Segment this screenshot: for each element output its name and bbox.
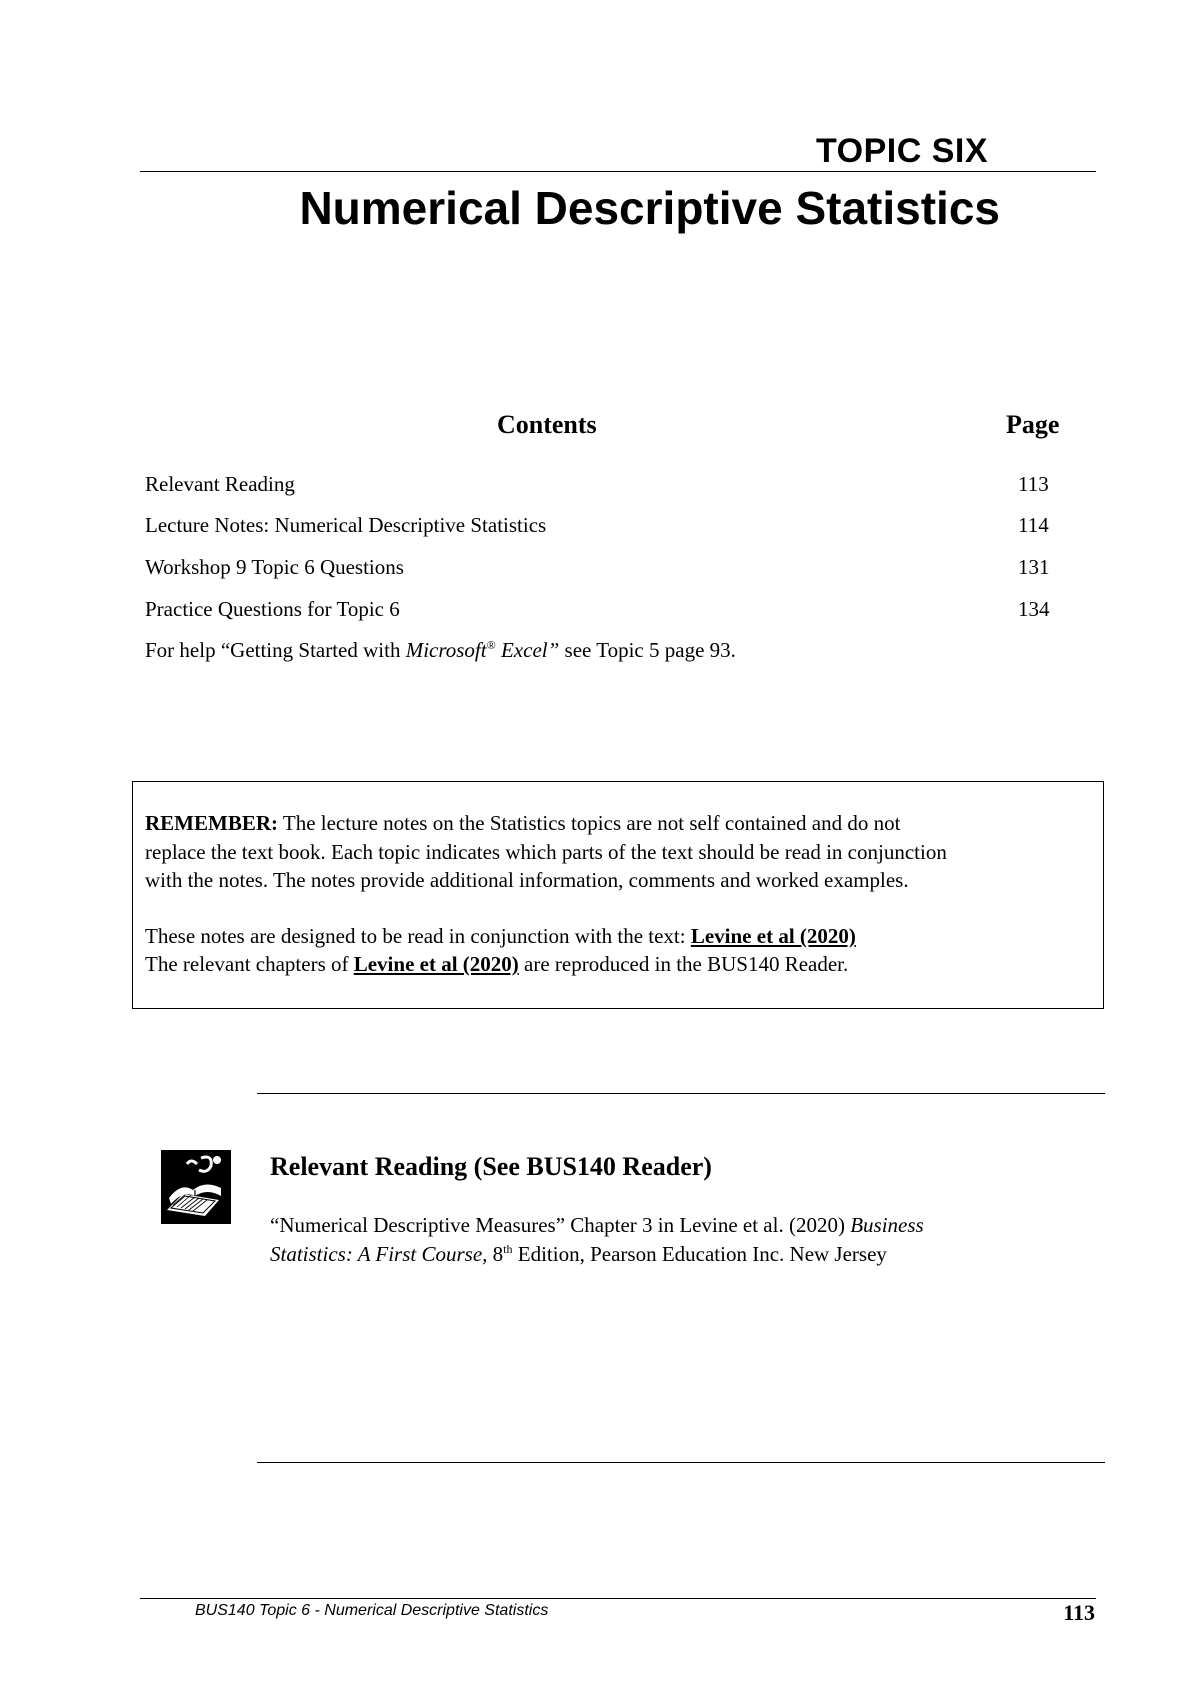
remember-text: are reproduced in the BUS140 Reader. (518, 952, 849, 976)
help-suffix: see Topic 5 page 93. (559, 638, 736, 662)
topic-label: TOPIC SIX (815, 132, 988, 170)
reading-title: Relevant Reading (See BUS140 Reader) (270, 1152, 712, 1181)
section-rule-bottom (257, 1462, 1105, 1463)
toc-label: Practice Questions for Topic 6 (145, 597, 400, 621)
remember-line (145, 924, 856, 949)
excel-help-note (145, 638, 736, 663)
page-number: 113 (1063, 1600, 1095, 1625)
help-close-quote: ” (547, 638, 560, 662)
help-prefix: For help “Getting Started with (145, 638, 406, 662)
toc-page: 114 (1018, 513, 1049, 537)
text-reference: Levine et al (2020) (353, 952, 519, 976)
book-icon (161, 1150, 231, 1224)
toc-label: Relevant Reading (145, 472, 295, 496)
section-rule-top (257, 1093, 1105, 1094)
remember-lead: REMEMBER: (145, 811, 278, 835)
toc-row (145, 597, 1065, 631)
help-product2: Excel (495, 638, 548, 662)
edition-suffix: th (503, 1242, 513, 1256)
toc-row (145, 513, 1065, 547)
reading-citation-line (270, 1242, 887, 1267)
help-product: Microsoft (405, 638, 487, 662)
toc-row (145, 555, 1065, 589)
toc-page: 134 (1018, 597, 1050, 621)
reading-text: Edition, Pearson Education Inc. New Jersey (512, 1242, 887, 1266)
remember-line (145, 952, 848, 977)
contents-heading: Contents (497, 410, 597, 439)
remember-text: The relevant chapters of (145, 952, 354, 976)
edition-number: 8 (487, 1242, 504, 1266)
toc-page: 113 (1018, 472, 1049, 496)
text-reference: Levine et al (2020) (690, 924, 856, 948)
page-column-heading: Page (1006, 410, 1060, 439)
remember-line (145, 811, 900, 836)
header-rule (140, 171, 1096, 172)
footer-rule (140, 1598, 1096, 1599)
book-title: Statistics: A First Course, (270, 1242, 488, 1266)
remember-text: The lecture notes on the Statistics topics are not self contained and do not (278, 811, 901, 835)
book-title: Business (850, 1213, 924, 1237)
reading-text: “Numerical Descriptive Measures” Chapter 3 in Levine et al. (2020) (270, 1213, 851, 1237)
toc-row (145, 472, 1065, 506)
footer-course-title: BUS140 Topic 6 - Numerical Descriptive Statistics (195, 1602, 549, 1619)
toc-label: Workshop 9 Topic 6 Questions (145, 555, 404, 579)
remember-line: replace the text book. Each topic indicates which parts of the text should be read in conjunction (145, 840, 947, 864)
reading-citation-line (270, 1213, 924, 1238)
toc-page: 131 (1018, 555, 1050, 579)
toc-label: Lecture Notes: Numerical Descriptive Statistics (145, 513, 547, 537)
remember-text: These notes are designed to be read in conjunction with the text: (145, 924, 691, 948)
remember-line: with the notes. The notes provide additional information, comments and worked examples. (145, 868, 909, 892)
registered-mark: ® (486, 638, 496, 652)
page-title: Numerical Descriptive Statistics (299, 182, 1000, 234)
